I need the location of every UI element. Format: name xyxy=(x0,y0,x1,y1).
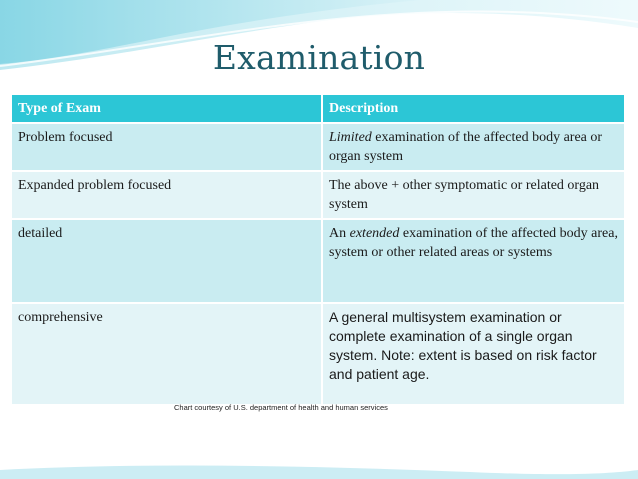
header-description: Description xyxy=(323,95,626,122)
bottom-wave xyxy=(0,466,638,479)
desc-emphasis: Limited xyxy=(329,130,372,145)
cell-description xyxy=(323,170,626,218)
desc-text: examination of the affected body area or organ system xyxy=(329,130,603,164)
header-type-of-exam: Type of Exam xyxy=(12,95,323,122)
table-row xyxy=(12,302,626,404)
desc-text: A general multisystem examination or complete examination of a single organ system. Note: extent is based on risk factor and patient age. xyxy=(329,309,597,382)
cell-description xyxy=(323,302,626,404)
chart-credit: Chart courtesy of U.S. department of health and human services xyxy=(174,403,388,412)
examination-table xyxy=(12,95,626,404)
table-row xyxy=(12,170,626,218)
table-header-row xyxy=(12,95,626,122)
cell-type: comprehensive xyxy=(12,302,323,404)
desc-text: The above + other symptomatic or related organ system xyxy=(329,178,600,212)
desc-emphasis: extended xyxy=(349,226,400,241)
table-row xyxy=(12,122,626,170)
slide-title: Examination xyxy=(212,38,426,77)
desc-prefix: An xyxy=(329,226,350,241)
desc-text: examination of the affected body area, system or other related areas or systems xyxy=(329,226,618,260)
cell-description xyxy=(323,218,626,302)
cell-type: detailed xyxy=(12,218,323,302)
cell-type: Problem focused xyxy=(12,122,323,170)
cell-type: Expanded problem focused xyxy=(12,170,323,218)
table-row xyxy=(12,218,626,302)
cell-description xyxy=(323,122,626,170)
